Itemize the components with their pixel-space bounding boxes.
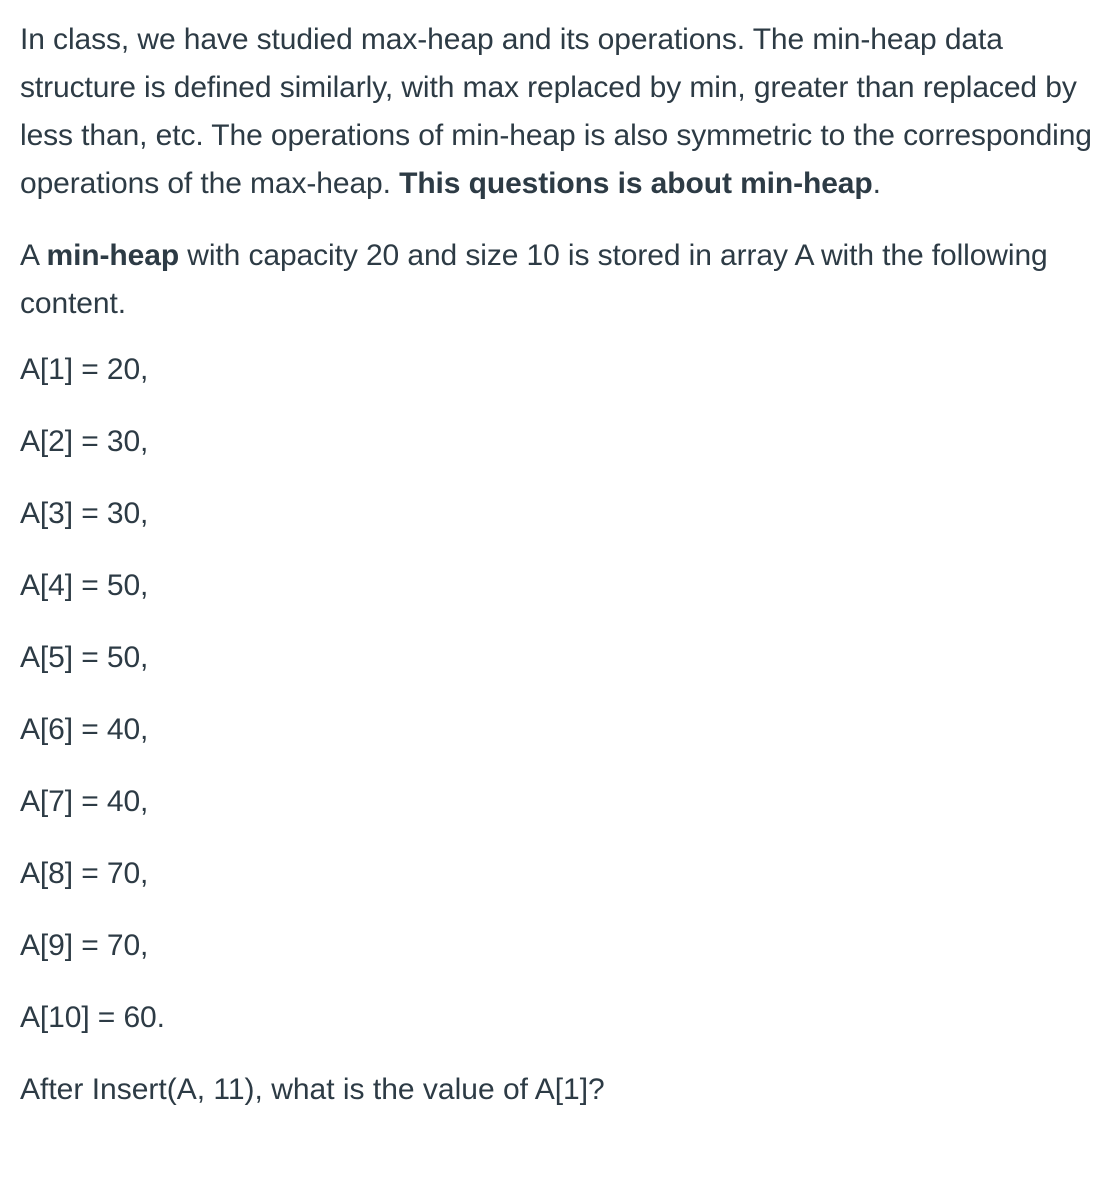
array-entry-4: A[4] = 50,	[20, 569, 149, 602]
array-entry-3: A[3] = 30,	[20, 497, 149, 530]
intro-bold-text: This questions is about min-heap	[399, 167, 873, 200]
array-entry-6: A[6] = 40,	[20, 713, 149, 746]
heap-description	[20, 232, 1098, 328]
intro-period: .	[872, 167, 881, 200]
intro-paragraph	[20, 16, 1098, 208]
heap-desc-bold: min-heap	[46, 239, 180, 272]
array-entry-5: A[5] = 50,	[20, 641, 149, 674]
array-entry-10: A[10] = 60.	[20, 1001, 165, 1034]
array-entry-8: A[8] = 70,	[20, 857, 149, 890]
array-entry-7: A[7] = 40,	[20, 785, 149, 818]
array-entry-2: A[2] = 30,	[20, 425, 149, 458]
heap-desc-suffix: with capacity 20 and size 10 is stored in array A with the following content.	[20, 239, 1048, 320]
question-text: After Insert(A, 11), what is the value of A[1]?	[20, 1073, 605, 1106]
intro-text: In class, we have studied max-heap and its operations. The min-heap data structure is defined similarly, with max replaced by min, greater than replaced by less than, etc. The operations of min-heap is also symmetric to the corresponding operations of the max-heap.	[20, 23, 1092, 200]
array-entry-9: A[9] = 70,	[20, 929, 149, 962]
heap-desc-prefix: A	[20, 239, 47, 272]
array-entry-1: A[1] = 20,	[20, 353, 149, 386]
